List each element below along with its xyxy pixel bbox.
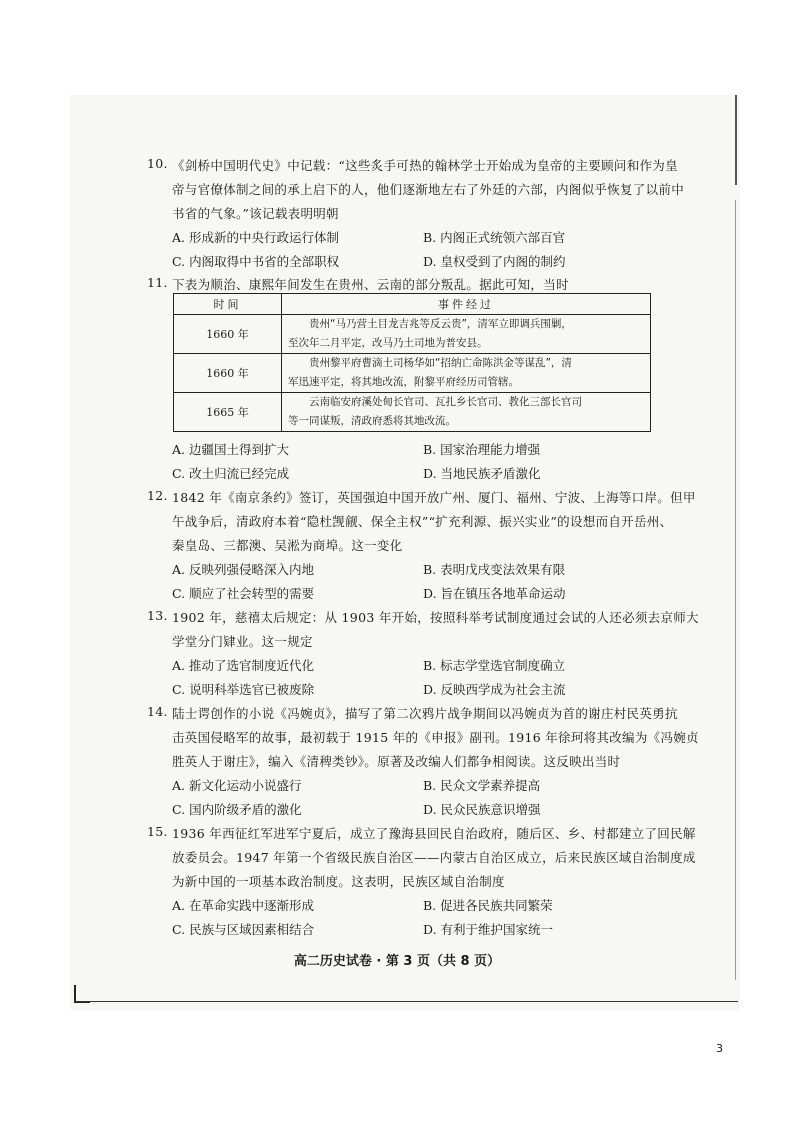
table-header-time: 时间 bbox=[174, 294, 282, 315]
question-number: 15. bbox=[147, 824, 168, 839]
option-a: A. 推动了选官制度近代化 bbox=[172, 658, 314, 673]
table-cell-time: 1660 年 bbox=[174, 315, 282, 354]
option-b: B. 民众文学素养提高 bbox=[423, 778, 541, 793]
option-d: D. 反映西学成为社会主流 bbox=[423, 682, 566, 697]
page-footer: 高二历史试卷 · 第 3 页（共 8 页） bbox=[293, 954, 501, 969]
question-text-line: 秦皇岛、三都澳、吴淞为商埠。这一变化 bbox=[172, 538, 403, 553]
question-text-line: 下表为顺治、康熙年间发生在贵州、云南的部分叛乱。据此可知，当时 bbox=[172, 277, 569, 292]
scan-edge-mark bbox=[735, 95, 737, 185]
option-d: D. 民众民族意识增强 bbox=[423, 802, 541, 817]
option-a: A. 边疆国土得到扩大 bbox=[172, 442, 289, 457]
desc-line: 贵州“马乃营土目龙吉兆等反云贵”，清军立即调兵围剿， bbox=[309, 318, 572, 330]
desc-line: 云南临安府溪处甸长官司、瓦扎乡长官司、教化三部长官司 bbox=[309, 396, 582, 408]
option-c: C. 内阁取得中书省的全部职权 bbox=[172, 254, 340, 269]
question-text-line: 学堂分门肄业。这一规定 bbox=[172, 634, 313, 649]
table-header-row bbox=[174, 294, 651, 315]
desc-line: 军迅速平定，将其地改流，附黎平府经历司管辖。 bbox=[288, 376, 519, 388]
option-a: A. 反映列强侵略深入内地 bbox=[172, 562, 314, 577]
table-row bbox=[174, 354, 651, 393]
question-text-line: 1842 年《南京条约》签订，英国强迫中国开放广州、厦门、福州、宁波、上海等口岸。但甲 bbox=[172, 490, 696, 505]
question-number: 11. bbox=[147, 275, 168, 290]
question-text-line: 1902 年，慈禧太后规定：从 1903 年开始，按照科举考试制度通过会试的人还必须去京师大 bbox=[172, 610, 699, 625]
option-c: C. 说明科举选官已被废除 bbox=[172, 682, 315, 697]
bottom-rule bbox=[74, 1001, 738, 1002]
table-row bbox=[174, 393, 651, 432]
table-cell-desc bbox=[282, 354, 651, 393]
option-a: A. 在革命实践中逐渐形成 bbox=[172, 898, 314, 913]
question-number: 14. bbox=[147, 704, 168, 719]
option-c: C. 民族与区域因素相结合 bbox=[172, 922, 315, 937]
option-c: C. 国内阶级矛盾的激化 bbox=[172, 802, 302, 817]
option-d: D. 旨在镇压各地革命运动 bbox=[423, 586, 566, 601]
option-b: B. 国家治理能力增强 bbox=[423, 442, 541, 457]
question-text-line: 为新中国的一项基本政治制度。这表明，民族区域自治制度 bbox=[172, 874, 505, 889]
option-b: B. 标志学堂选官制度确立 bbox=[423, 658, 566, 673]
option-d: D. 有利于维护国家统一 bbox=[423, 922, 554, 937]
question-text-line: 陆士谔创作的小说《冯婉贞》，描写了第二次鸦片战争期间以冯婉贞为首的谢庄村民英勇抗 bbox=[172, 706, 678, 721]
question-text-line: 胜英人于谢庄》，编入《清稗类钞》。原著及改编人们都争相阅读。这反映出当时 bbox=[172, 754, 621, 769]
option-b: B. 促进各民族共同繁荣 bbox=[423, 898, 553, 913]
table-cell-desc bbox=[282, 315, 651, 354]
option-d: D. 当地民族矛盾激化 bbox=[423, 466, 541, 481]
question-text-line: 帝与官僚体制之间的承上启下的人，他们逐渐地左右了外廷的六部，内阁似乎恢复了以前中 bbox=[172, 182, 685, 197]
question-text-line: 放委员会。1947 年第一个省级民族自治区——内蒙古自治区成立，后来民族区域自治制度成 bbox=[172, 850, 696, 865]
option-c: C. 改土归流已经完成 bbox=[172, 466, 290, 481]
table-header-event: 事件经过 bbox=[282, 294, 651, 315]
question-text-line: 午战争后，清政府本着“隐杜觊觎、保全主权”“扩充利源、振兴实业”的设想而自开岳州、 bbox=[172, 514, 673, 529]
option-b: B. 内阁正式统领六部百官 bbox=[423, 230, 566, 245]
option-c: C. 顺应了社会转型的需要 bbox=[172, 586, 315, 601]
question-number: 12. bbox=[147, 488, 168, 503]
option-a: A. 新文化运动小说盛行 bbox=[172, 778, 302, 793]
table-cell-time: 1665 年 bbox=[174, 393, 282, 432]
events-table bbox=[173, 293, 651, 432]
question-number: 10. bbox=[147, 156, 168, 171]
option-d: D. 皇权受到了内阁的制约 bbox=[423, 254, 566, 269]
scan-edge-line bbox=[735, 200, 736, 980]
question-text-line: 击英国侵略军的故事，最初载于 1915 年的《申报》副刊。1916 年徐珂将其改编为《冯婉贞 bbox=[172, 730, 699, 745]
table-cell-time: 1660 年 bbox=[174, 354, 282, 393]
page-number: 3 bbox=[716, 1042, 723, 1055]
option-a: A. 形成新的中央行政运行体制 bbox=[172, 230, 339, 245]
table-cell-desc bbox=[282, 393, 651, 432]
question-text-line: 书省的气象。”该记载表明明朝 bbox=[172, 206, 339, 221]
question-text-line: 《剑桥中国明代史》中记载：“这些炙手可热的翰林学士开始成为皇帝的主要顾问和作为皇 bbox=[172, 158, 678, 173]
table-row bbox=[174, 315, 651, 354]
question-text-line: 1936 年西征红军进军宁夏后，成立了豫海县回民自治政府，随后区、乡、村都建立了回民解 bbox=[172, 826, 696, 841]
desc-line: 至次年二月平定，改马乃土司地为普安县。 bbox=[288, 337, 488, 349]
desc-line: 等一同谋叛，清政府悉将其地改流。 bbox=[288, 415, 456, 427]
desc-line: 贵州黎平府曹滴土司杨华如“招纳亡命陈洪金等谋乱”，清 bbox=[309, 357, 572, 369]
option-b: B. 表明戊戌变法效果有限 bbox=[423, 562, 566, 577]
question-number: 13. bbox=[147, 608, 168, 623]
